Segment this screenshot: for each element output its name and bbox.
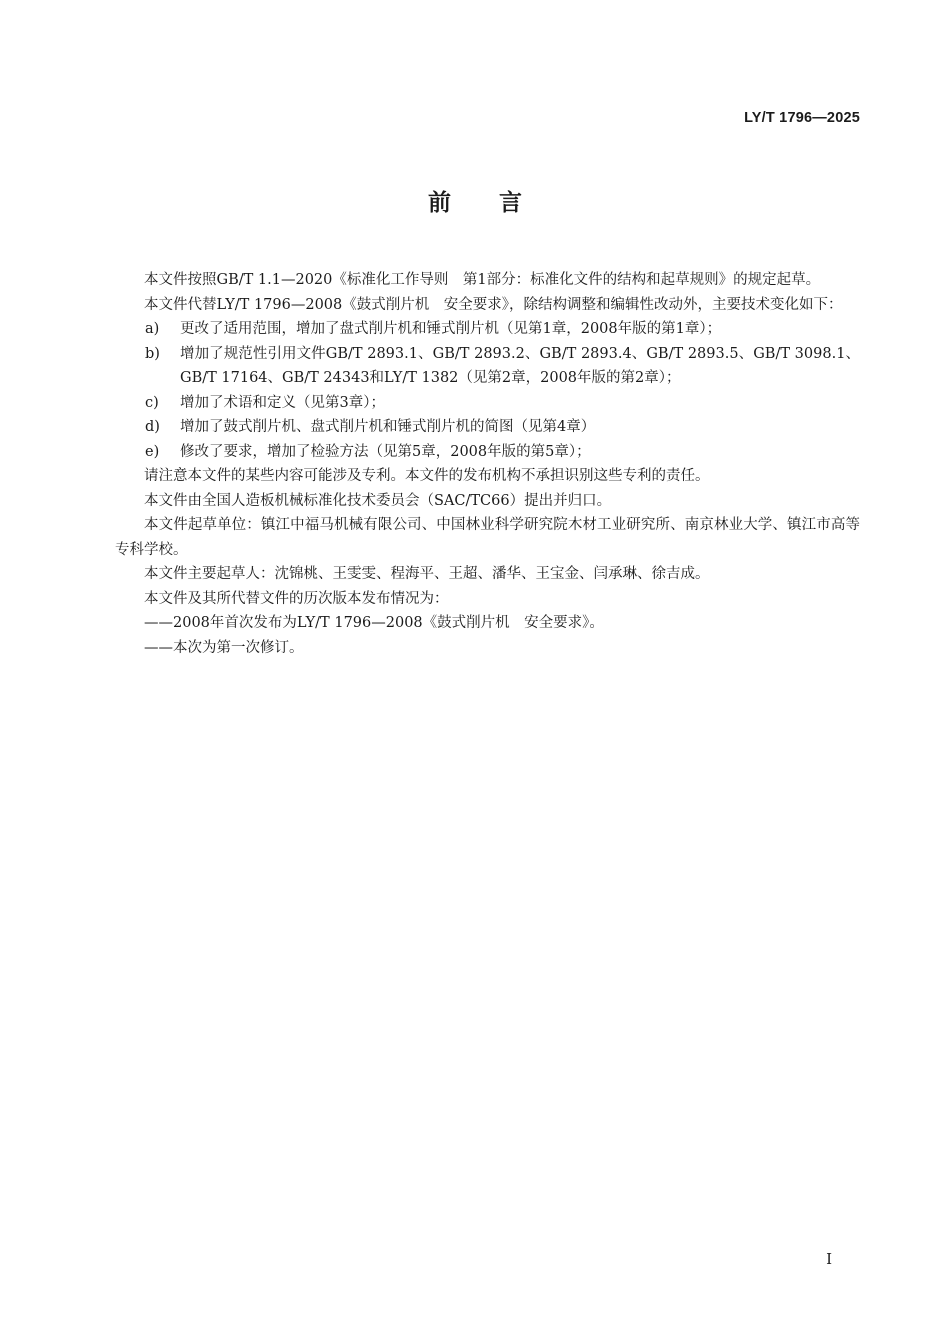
foreword-body xyxy=(115,268,860,660)
page-title: 前言 xyxy=(428,190,570,216)
paragraph-patent-notice: 请注意本文件的某些内容可能涉及专利。本文件的发布机构不承担识别这些专利的责任。 xyxy=(144,468,710,484)
list-item-text: 增加了术语和定义（见第3章）； xyxy=(180,394,385,411)
paragraph-history-intro: 本文件及其所代替文件的历次版本发布情况为： xyxy=(144,590,449,607)
page-number: I xyxy=(826,1250,832,1268)
list-item xyxy=(115,391,860,416)
list-item-text: 增加了鼓式削片机、盘式削片机和锤式削片机的简图（见第4章） xyxy=(180,419,596,435)
paragraph-drafters: 本文件主要起草人：沈锦桃、王雯雯、程海平、王超、潘华、王宝金、闫承琳、徐吉成。 xyxy=(144,566,710,582)
changes-list xyxy=(115,317,860,464)
list-item xyxy=(115,415,860,440)
paragraph-replacement: 本文件代替LY/T 1796—2008《鼓式削片机 安全要求》，除结构调整和编辑性改动外，主要技术变化如下： xyxy=(144,296,843,313)
history-item: ——本次为第一次修订。 xyxy=(144,639,304,656)
paragraph-drafting-rules: 本文件按照GB/T 1.1—2020《标准化工作导则 第1部分：标准化文件的结构和起草规则》的规定起草。 xyxy=(144,272,821,288)
list-item xyxy=(115,317,860,342)
paragraph-drafting-units: 本文件起草单位：镇江中福马机械有限公司、中国林业科学研究院木材工业研究所、南京林业大学、镇江市高等专科学校。 xyxy=(115,517,860,558)
list-item-label: b) xyxy=(145,345,160,362)
standard-code: LY/T 1796—2025 xyxy=(744,110,860,126)
list-item-text: 增加了规范性引用文件GB/T 2893.1、GB/T 2893.2、GB/T 2893.4、GB/T 2893.5、GB/T 3098.1、GB/T 17164、GB/T 24343和LY/T 1382（见第2章，2008年版的第2章）； xyxy=(180,345,860,386)
list-item xyxy=(115,342,860,391)
history-list xyxy=(115,611,860,660)
list-item-text: 更改了适用范围，增加了盘式削片机和锤式削片机（见第1章，2008年版的第1章）； xyxy=(180,321,722,337)
list-item-label: c) xyxy=(145,394,159,411)
list-item-label: e) xyxy=(145,443,160,460)
paragraph-proposer: 本文件由全国人造板机械标准化技术委员会（SAC/TC66）提出并归口。 xyxy=(144,492,612,509)
list-item-text: 修改了要求，增加了检验方法（见第5章，2008年版的第5章）； xyxy=(180,443,591,460)
history-item: ——2008年首次发布为LY/T 1796—2008《鼓式削片机 安全要求》。 xyxy=(144,615,604,631)
list-item-label: a) xyxy=(145,321,160,337)
list-item-label: d) xyxy=(145,419,160,435)
list-item xyxy=(115,440,860,465)
